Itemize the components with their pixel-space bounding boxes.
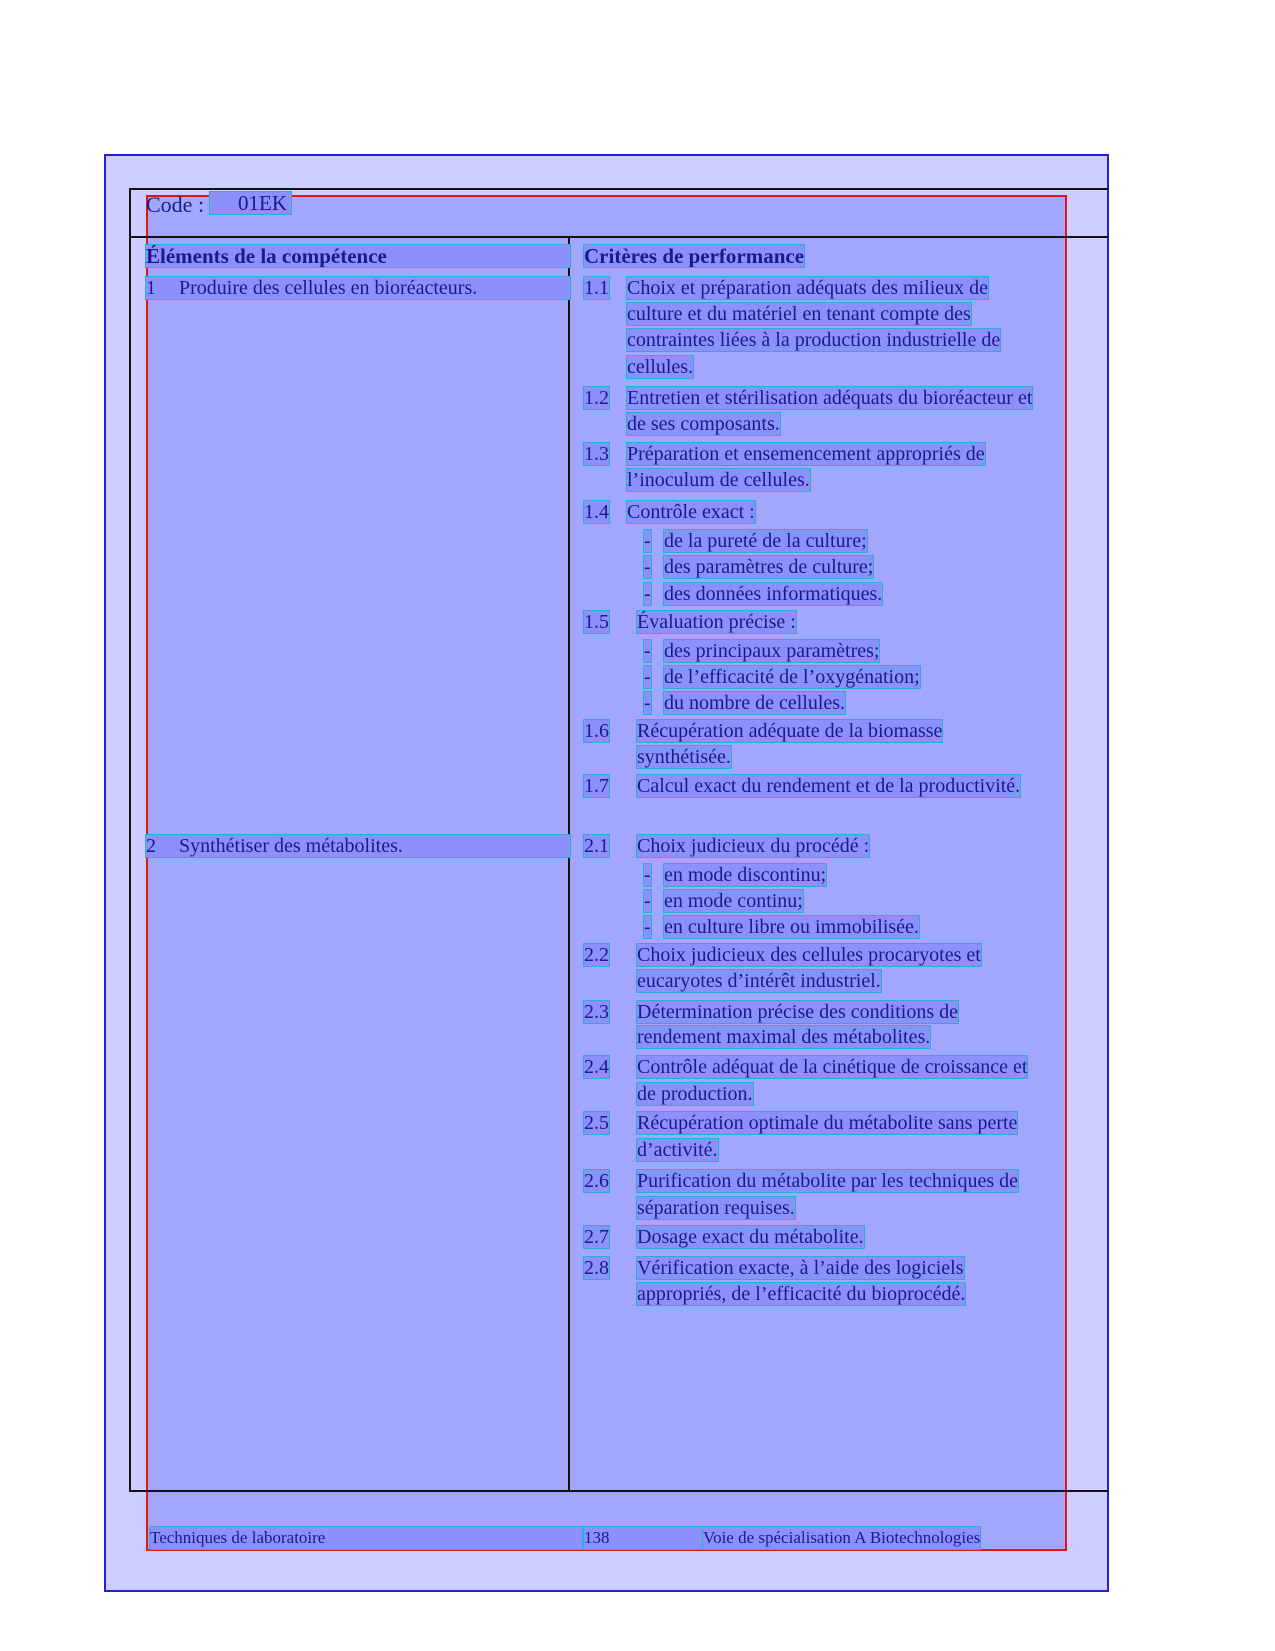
criterion-number: 1.1 [584, 277, 609, 299]
criterion-number: 2.3 [584, 1001, 609, 1023]
criterion-number: 2.4 [584, 1056, 609, 1078]
criterion-line: l’inoculum de cellules. [627, 469, 810, 491]
criterion-line: Vérification exacte, à l’aide des logiciels [637, 1257, 964, 1279]
column-divider [568, 236, 570, 1491]
criterion-number: 1.6 [584, 720, 609, 742]
criterion-line: synthétisée. [637, 746, 731, 768]
code-value: 01EK [210, 192, 291, 214]
bullet-item: des paramètres de culture; [664, 556, 874, 578]
criterion-number: 1.4 [584, 501, 609, 523]
bullet-item: en mode continu; [664, 890, 803, 912]
criterion-line: Purification du métabolite par les techniques de [637, 1170, 1018, 1192]
criterion-line: Contrôle exact : [627, 501, 755, 523]
bullet-glyph: - [644, 640, 651, 662]
bullet-item: en culture libre ou immobilisée. [664, 916, 919, 938]
element-text: Synthétiser des métabolites. [179, 835, 403, 857]
bullet-glyph: - [644, 916, 651, 938]
criterion-line: eucaryotes d’intérêt industriel. [637, 970, 881, 992]
criterion-line: Récupération adéquate de la biomasse [637, 720, 943, 742]
bullet-item: de l’efficacité de l’oxygénation; [664, 666, 920, 688]
criterion-line: d’activité. [637, 1139, 718, 1161]
header-rule [129, 236, 1109, 238]
bullet-item: de la pureté de la culture; [664, 530, 867, 552]
bullet-glyph: - [644, 864, 651, 886]
criterion-number: 1.2 [584, 387, 609, 409]
table-top-rule [129, 188, 1109, 190]
criterion-line: Entretien et stérilisation adéquats du bioréacteur et [627, 387, 1033, 409]
bullet-glyph: - [644, 556, 651, 578]
element-row-2 [146, 835, 570, 857]
bullet-item: des données informatiques. [664, 583, 883, 605]
criterion-line: Récupération optimale du métabolite sans perte [637, 1112, 1018, 1134]
criterion-number: 1.7 [584, 775, 609, 797]
bullet-glyph: - [644, 530, 651, 552]
footer-program: Techniques de laboratoire [150, 1527, 582, 1549]
element-text: Produire des cellules en bioréacteurs. [179, 277, 478, 299]
criterion-line: Calcul exact du rendement et de la productivité. [637, 775, 1021, 797]
criterion-number: 2.5 [584, 1112, 609, 1134]
table-left-rule [129, 188, 131, 1491]
footer-page-number: 138 [584, 1527, 702, 1549]
criterion-line: séparation requises. [637, 1197, 795, 1219]
criterion-number: 2.6 [584, 1170, 609, 1192]
element-number: 2 [146, 835, 156, 857]
criterion-line: Contrôle adéquat de la cinétique de croissance et [637, 1056, 1028, 1078]
table-bottom-rule [129, 1490, 1109, 1492]
criterion-line: Évaluation précise : [637, 611, 796, 633]
criterion-number: 2.1 [584, 835, 609, 857]
criterion-line: Choix et préparation adéquats des milieux de [627, 277, 989, 299]
bullet-glyph: - [644, 583, 651, 605]
criterion-line: de production. [637, 1083, 753, 1105]
code-label: Code : [146, 192, 205, 217]
header-elements: Éléments de la compétence [146, 245, 570, 267]
bullet-glyph: - [644, 692, 651, 714]
criterion-number: 2.2 [584, 944, 609, 966]
criterion-line: Choix judicieux des cellules procaryotes et [637, 944, 981, 966]
criterion-line: culture et du matériel en tenant compte des [627, 303, 971, 325]
element-number: 1 [146, 277, 156, 299]
footer-specialization: Voie de spécialisation A Biotechnologies [703, 1528, 981, 1547]
criterion-line: appropriés, de l’efficacité du bioprocédé. [637, 1283, 966, 1305]
criterion-line: de ses composants. [627, 413, 780, 435]
bullet-glyph: - [644, 666, 651, 688]
criterion-number: 1.5 [584, 611, 609, 633]
criterion-line: Choix judicieux du procédé : [637, 835, 870, 857]
criterion-number: 2.7 [584, 1226, 609, 1248]
criterion-line: Détermination précise des conditions de [637, 1001, 959, 1023]
header-criteria: Critères de performance [584, 244, 805, 268]
element-row-1 [146, 277, 570, 299]
bullet-glyph: - [644, 890, 651, 912]
bullet-item: en mode discontinu; [664, 864, 827, 886]
criterion-line: rendement maximal des métabolites. [637, 1026, 931, 1048]
criterion-number: 2.8 [584, 1257, 609, 1279]
bullet-item: des principaux paramètres; [664, 640, 880, 662]
criterion-line: contraintes liées à la production industrielle de [627, 329, 1001, 351]
criterion-line: cellules. [627, 356, 694, 378]
criterion-line: Dosage exact du métabolite. [637, 1226, 864, 1248]
criterion-line: Préparation et ensemencement appropriés de [627, 443, 985, 465]
bullet-item: du nombre de cellules. [664, 692, 846, 714]
criterion-number: 1.3 [584, 443, 609, 465]
